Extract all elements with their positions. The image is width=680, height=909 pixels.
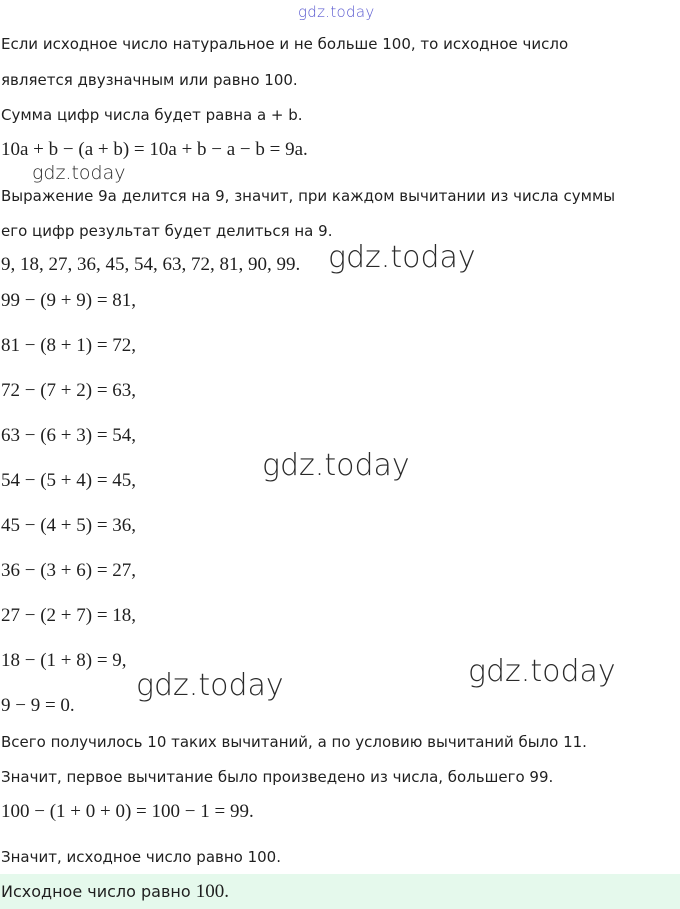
text-line-11: Значит, исходное число равно 100. (1, 848, 281, 866)
subtraction-5: 54 − (5 + 4) = 45, (1, 470, 137, 491)
answer-text (1, 881, 229, 903)
watermark-big-4: gdz.today (136, 668, 284, 703)
subtraction-2: 81 − (8 + 1) = 72, (1, 335, 137, 356)
text-line-9: Значит, первое вычитание было произведено из числа, большего 99. (1, 768, 554, 786)
sequence-line: 9, 18, 27, 36, 45, 54, 63, 72, 81, 90, 99. (1, 254, 301, 275)
watermark-big-3: gdz.today (468, 654, 616, 689)
subtraction-8: 27 − (2 + 7) = 18, (1, 605, 137, 626)
formula-line-4: 10a + b − (a + b) = 10a + b − a − b = 9a. (1, 139, 308, 160)
text-line-8: Всего получилось 10 таких вычитаний, а по условию вычитаний было 11. (1, 733, 587, 751)
watermark-big-1: gdz.today (328, 240, 476, 275)
subtraction-4: 63 − (6 + 3) = 54, (1, 425, 137, 446)
subtraction-1: 99 − (9 + 9) = 81, (1, 290, 137, 311)
text-line-1: Если исходное число натуральное и не больше 100, то исходное число (1, 35, 569, 53)
text-line-6: его цифр результат будет делиться на 9. (1, 222, 333, 240)
text-line-2: является двузначным или равно 100. (1, 71, 298, 89)
answer-value: 100. (195, 881, 229, 902)
text-line-3: Сумма цифр числа будет равна a + b. (1, 106, 303, 124)
formula-line-10: 100 − (1 + 0 + 0) = 100 − 1 = 99. (1, 801, 254, 822)
subtraction-10: 9 − 9 = 0. (1, 695, 75, 716)
subtraction-3: 72 − (7 + 2) = 63, (1, 380, 137, 401)
subtraction-9: 18 − (1 + 8) = 9, (1, 650, 127, 671)
answer-label: Исходное число равно (1, 882, 196, 901)
watermark-top: gdz.today (298, 3, 375, 21)
watermark-small: gdz.today (32, 162, 126, 184)
text-line-5: Выражение 9a делится на 9, значит, при каждом вычитании из числа суммы (1, 187, 616, 205)
subtraction-7: 36 − (3 + 6) = 27, (1, 560, 137, 581)
watermark-big-2: gdz.today (262, 448, 410, 483)
subtraction-6: 45 − (4 + 5) = 36, (1, 515, 137, 536)
answer-box (0, 874, 680, 909)
